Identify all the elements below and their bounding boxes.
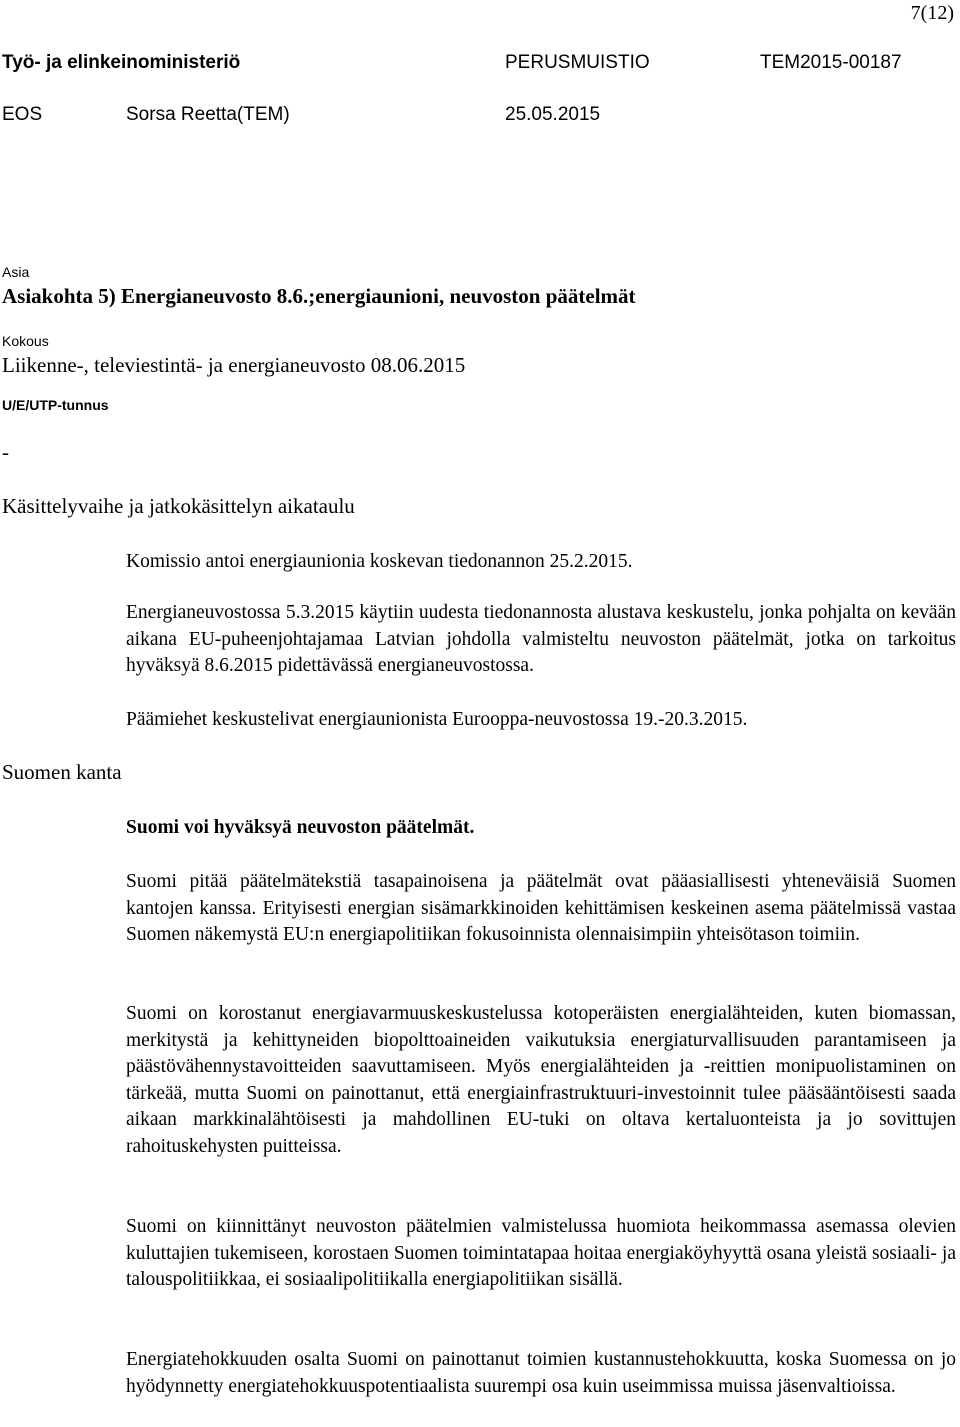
tunnus-value: - xyxy=(2,440,9,464)
kasittely-paragraph-2: Energianeuvostossa 5.3.2015 käytiin uudesta tiedonannosta alustava keskustelu, jonka pohjalta on kevään aikana EU-puheenjohtajamaa Latvian johdolla valmisteltu neuvoston päätelmät, jotka on tarkoitus hyväksyä 8.6.2015 pidettävässä energianeuvostossa. xyxy=(126,602,956,676)
kanta-paragraph-1: Suomi pitää päätelmätekstiä tasapainoisena ja päätelmät ovat pääasiallisesti yhteneväisiä Suomen kantojen kanssa. Erityisesti energian sisämarkkinoiden kehittämisen keskeinen asema päätelmissä vastaa Suomen näkemystä EU:n energiapolitiikan fokusoinnista olennaisimpiin yhteisötason toimiin. xyxy=(126,871,956,945)
header-date: 25.05.2015 xyxy=(505,104,601,125)
asia-label: Asia xyxy=(2,264,30,280)
kasittely-paragraph-3: Päämiehet keskustelivat energiaunionista Eurooppa-neuvostossa 19.-20.3.2015. xyxy=(126,709,748,730)
header-unit: EOS xyxy=(2,104,43,125)
section-heading-kasittely: Käsittelyvaihe ja jatkokäsittelyn aikataulu xyxy=(2,494,355,518)
kokous-label: Kokous xyxy=(2,333,49,349)
tunnus-label: U/E/UTP-tunnus xyxy=(2,397,109,413)
header-doc-type: PERUSMUISTIO xyxy=(505,52,650,73)
header-doc-id: TEM2015-00187 xyxy=(760,52,902,73)
kanta-paragraph-3: Suomi on kiinnittänyt neuvoston päätelmien valmistelussa huomiota heikommassa asemassa olevien kuluttajien tukemiseen, korostaen Suomen toimintatapaa hoitaa energiaköyhyyttä osana yleistä sosiaali- ja talouspolitiikkaa, ei sosiaalipolitiikalla energiapolitiikan sisällä. xyxy=(126,1216,956,1290)
kanta-paragraph-2: Suomi on korostanut energiavarmuuskeskustelussa kotoperäisten energialähteiden, kuten biomassan, merkitystä ja kehittyneiden biopolttoaineiden vaikutuksia energiaturvallisuuden parantamiseen ja päästövähennystavoitteiden saavuttamiseen. Myös energialähteiden ja -reittien monipuolistaminen on tärkeää, mutta Suomi on painottanut, että energiainfrastruktuuri-investoinnit tulee pääsääntöisesti saada aikaan markkinalähtöisesti ja mahdollinen EU-tuki on oltava kertaluonteista ja jo sovittujen rahoituskehysten puitteissa. xyxy=(126,1003,956,1157)
kokous-value: Liikenne-, televiestintä- ja energianeuvosto 08.06.2015 xyxy=(2,353,466,377)
header-author: Sorsa Reetta(TEM) xyxy=(126,104,290,125)
header-ministry: Työ- ja elinkeinoministeriö xyxy=(2,52,241,73)
asia-value: Asiakohta 5) Energianeuvosto 8.6.;energiaunioni, neuvoston päätelmät xyxy=(2,284,636,308)
kanta-main-statement: Suomi voi hyväksyä neuvoston päätelmät. xyxy=(126,817,475,838)
section-heading-kanta: Suomen kanta xyxy=(2,760,122,784)
page-number: 7(12) xyxy=(910,2,954,24)
kasittely-paragraph-1: Komissio antoi energiaunionia koskevan tiedonannon 25.2.2015. xyxy=(126,551,633,572)
kanta-paragraph-4: Energiatehokkuuden osalta Suomi on painottanut toimien kustannustehokkuutta, koska Suomessa on jo hyödynnetty energiatehokkuuspotentiaalista suurempi osa kuin useimmissa muissa jäsenvaltioissa. xyxy=(126,1349,956,1397)
